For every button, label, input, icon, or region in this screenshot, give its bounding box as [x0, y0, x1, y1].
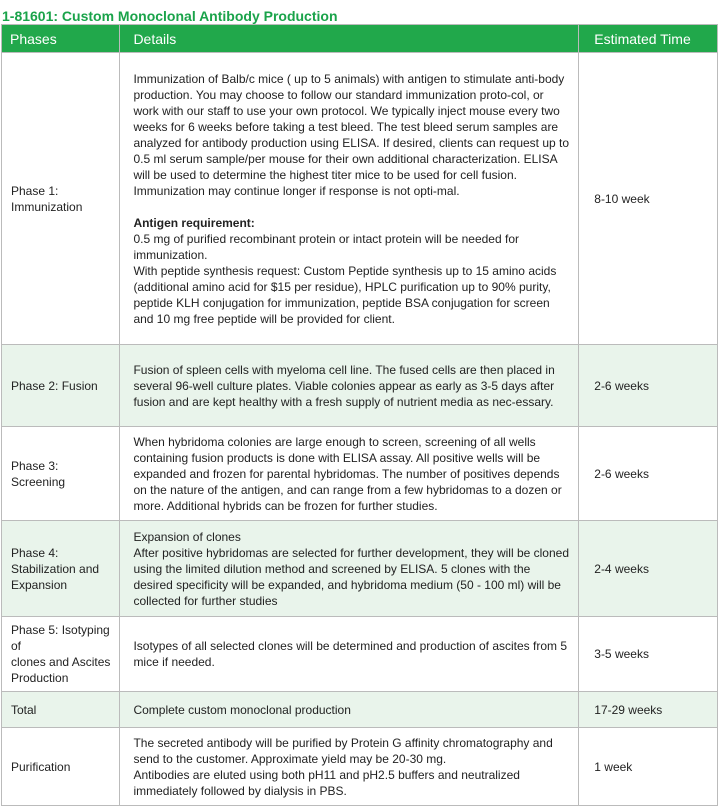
details-paragraph: After positive hybridomas are selected for further development, they will be cloned using the limited dilution method and screened by ELISA. 5 clones with the desired specificity will be expanded, and hybridoma medium (50 - 100 ml) will be collected for further studies — [133, 545, 569, 608]
table-row — [2, 53, 718, 345]
table-header-row — [2, 25, 718, 53]
time-cell: 2-6 weeks — [579, 345, 718, 427]
phase-line: Phase 4: — [11, 545, 59, 560]
header-details: Details — [120, 25, 579, 53]
details-paragraph: The secreted antibody will be purified by Protein G affinity chromatography and send to the customer. Approximate yield may be 20-30 mg. — [133, 735, 553, 766]
phase-line: Expansion — [11, 577, 68, 592]
phase-line: Phase 2: Fusion — [11, 378, 98, 393]
table-row — [2, 617, 718, 692]
phase-line: Total — [11, 702, 37, 717]
details-cell — [120, 728, 579, 806]
phases-table — [1, 24, 718, 806]
details-paragraph: With peptide synthesis request: Custom Peptide synthesis up to 15 amino acids (additional amino acid for $15 per residue), HPLC purification up to 90% purity, peptide KLH conjugation for immunization, peptide BSA conjugation for screen and 10 mg free peptide will be provided for client. — [133, 263, 557, 326]
details-paragraph: Expansion of clones — [133, 529, 241, 544]
time-cell: 3-5 weeks — [579, 617, 718, 692]
details-heading: Antigen requirement: — [133, 215, 255, 230]
table-row — [2, 728, 718, 806]
time-cell: 2-4 weeks — [579, 521, 718, 617]
time-cell: 8-10 week — [579, 53, 718, 345]
details-cell — [120, 53, 579, 345]
header-estimated-time: Estimated Time — [579, 25, 718, 53]
page-title: 1-81601: Custom Monoclonal Antibody Production — [2, 8, 338, 24]
header-phases: Phases — [2, 25, 120, 53]
phase-line: Phase 1: — [11, 183, 59, 198]
phase-cell — [2, 521, 120, 617]
details-cell: Complete custom monoclonal production — [120, 692, 579, 728]
table-row — [2, 692, 718, 728]
table-row — [2, 345, 718, 427]
phase-line: Purification — [11, 759, 71, 774]
phase-line: clones and Ascites — [11, 655, 111, 669]
phase-line: Immunization — [11, 199, 83, 214]
details-paragraph: Antibodies are eluted using both pH11 and pH2.5 buffers and neutralized immediately followed by dialysis in PBS. — [133, 767, 520, 798]
table-row — [2, 521, 718, 617]
phase-cell — [2, 427, 120, 521]
time-cell: 17-29 weeks — [579, 692, 718, 728]
phase-line: Phase 5: Isotyping of — [11, 623, 110, 653]
phase-line: Stabilization and — [11, 561, 100, 576]
details-cell: Fusion of spleen cells with myeloma cell line. The fused cells are then placed in several 96-well culture plates. Viable colonies appear as early as 3-5 days after fusion and are kept healthy with a fresh supply of nutrient media as nec-essary. — [120, 345, 579, 427]
phase-cell — [2, 345, 120, 427]
details-cell: Isotypes of all selected clones will be determined and production of ascites from 5 mice if needed. — [120, 617, 579, 692]
phase-cell — [2, 728, 120, 806]
details-paragraph: Immunization of Balb/c mice ( up to 5 animals) with antigen to stimulate anti-body production. You may choose to follow our standard immunization proto-col, or work with our staff to use your own protocol. We typically inject mouse every two weeks for 6 weeks before taking a test bleed. The test bleed serum samples are analyzed for antibody production using ELISA. If desired, clients can request up to 0.5 ml serum sample/per mouse for their own additional characterization. ELISA will be used to determine the highest titer mice to be used for cell fusion. Immunization may continue longer if response is not opti-mal. — [133, 71, 570, 198]
phase-cell — [2, 53, 120, 345]
phase-cell — [2, 617, 120, 692]
phase-line: Production — [11, 671, 69, 685]
time-cell: 1 week — [579, 728, 718, 806]
time-cell: 2-6 weeks — [579, 427, 718, 521]
details-cell — [120, 521, 579, 617]
table-row — [2, 427, 718, 521]
phase-line: Phase 3: Screening — [11, 458, 66, 489]
details-paragraph: 0.5 mg of purified recombinant protein or intact protein will be needed for immunization. — [133, 231, 519, 262]
details-cell: When hybridoma colonies are large enough to screen, screening of all wells containing fusion products is done with ELISA assay. All positive wells will be expanded and frozen for parental hybridomas. The number of positives depends on the nature of the antigen, and can range from a few hybridomas to a dozen or more. Additional hybrids can be frozen for further studies. — [120, 427, 579, 521]
phase-cell — [2, 692, 120, 728]
